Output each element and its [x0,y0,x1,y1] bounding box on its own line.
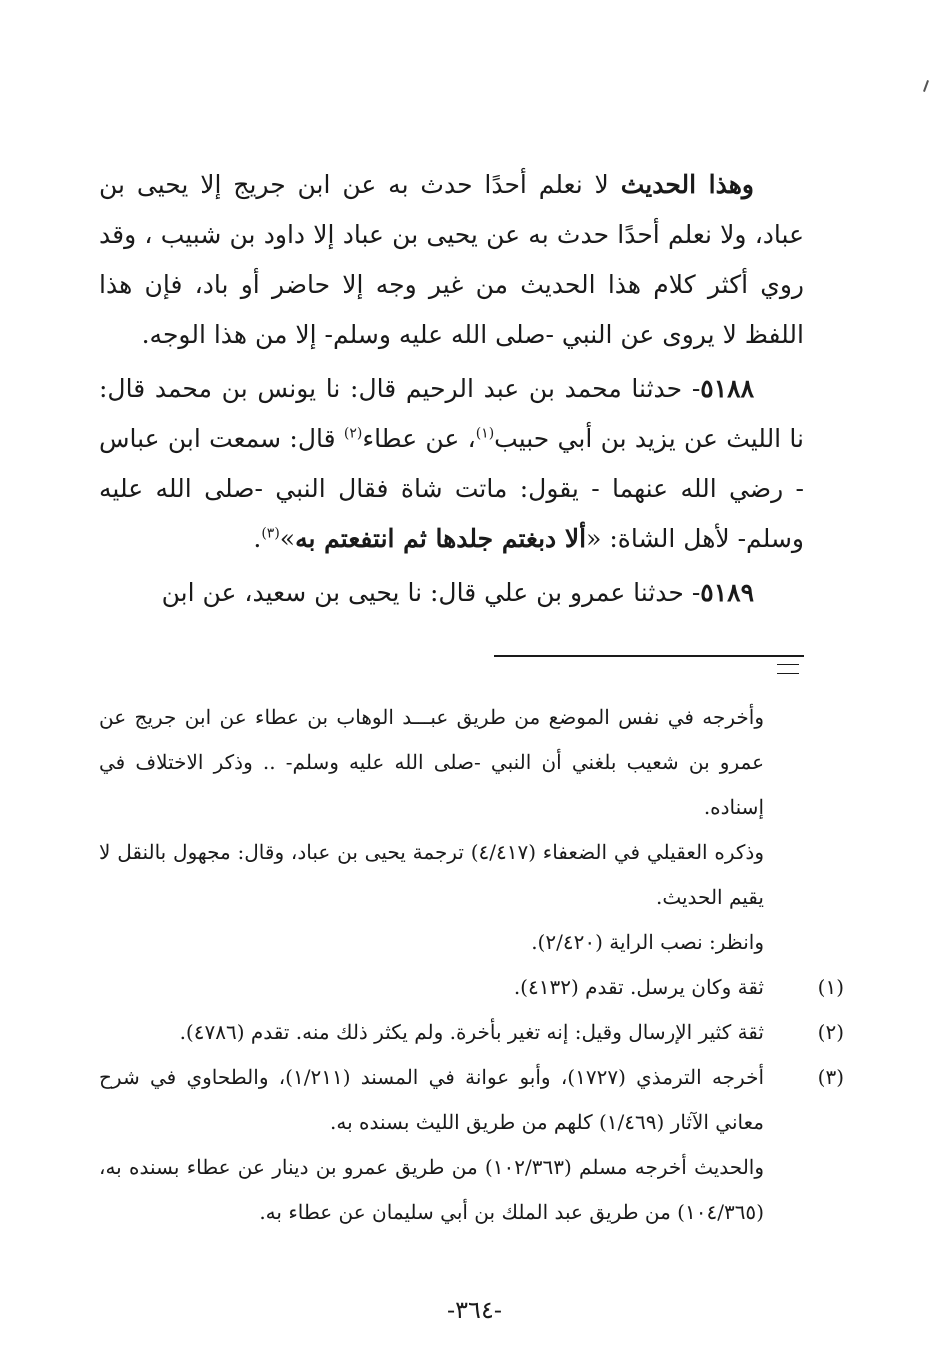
footnote-ref-2[interactable]: (٢) [343,425,363,442]
continuation-mark [777,664,799,674]
footnote-2 [99,1010,844,1055]
page-number: -٣٦٤- [447,1296,502,1324]
footnote-text: ثقة كثير الإرسال وقيل: إنه تغير بأخرة. ولم يكثر ذلك منه. تقدم (٤٧٨٦). [179,1020,764,1044]
hadith-text-part: قال: سمعت ابن عباس - رضي الله عنهما - يقول: ماتت شاة فقال النبي -صلى الله عليه وسلم- لأهل الشاة: « [99,424,804,553]
hadith-text-part: - حدثنا عمرو بن علي قال: نا يحيى بن سعيد، عن ابن [161,578,701,607]
footnote-text: ثقة وكان يرسل. تقدم (٤١٣٢). [513,975,764,999]
lead-phrase: وهذا الحديث [620,170,754,199]
footnote-continuation: وذكره العقيلي في الضعفاء (٤/٤١٧) ترجمة يحيى بن عباد، وقال: مجهول بالنقل لا يقيم الحديث. [99,840,764,909]
footnote-continuation: وانظر: نصب الراية (٢/٤٢٠). [531,930,764,954]
footnote-label: (٢) [817,1020,844,1044]
footnote-3 [99,1055,845,1145]
footnote-ref-3[interactable]: (٣) [261,525,280,542]
footnote-ref-1[interactable]: (١) [475,425,495,442]
footnote-3-continuation: والحديث أخرجه مسلم (١٠٢/٣٦٣) من طريق عمرو بن دينار عن عطاء بسنده به، (١٠٤/٣٦٥) من طريق عبد الملك بن أبي سليمان عن عطاء به. [99,1155,765,1224]
footnote-continuation: وأخرجه في نفس الموضع من طريق عبـــد الوهاب بن عطاء عن ابن جريج عن عمرو بن شعيب بلغني أن النبي -صلى الله عليه وسلم- .. وذكر الاختلاف في إسناده. [99,705,764,819]
footnote-1 [99,965,844,1010]
footnotes [99,695,845,1235]
hadith-text-part: . [253,524,262,553]
main-text [99,160,804,622]
hadith-text-part: » [279,524,296,553]
footnote-text: أخرجه الترمذي (١٧٢٧)، وأبو عوانة في المسند (١/٢١١)، والطحاوي في شرح معاني الآثار (١/٤٦٩) كلهم من طريق الليث بسنده به. [99,1065,765,1134]
hadith-5189 [99,568,804,618]
footnote-label: (١) [817,975,844,999]
hadith-5188 [99,364,804,564]
hadith-number: ٥١٨٨ [700,374,754,403]
hadith-number: ٥١٨٩ [700,578,754,607]
footnote-separator [494,655,804,657]
hadith-text-part: - حدثنا محمد بن عبد الرحيم قال: نا يونس بن محمد قال: نا الليث عن يزيد بن أبي حبيب [99,374,804,453]
hadith-matn: ألا دبغتم جلدها ثم انتفعتم به [295,524,587,553]
scan-mark [923,80,929,92]
hadith-text-part: ، عن عطاء [362,424,476,453]
paragraph-commentary [99,160,804,360]
footnote-label: (٣) [817,1065,845,1089]
commentary-text: لا نعلم أحدًا حدث به عن ابن جريج إلا يحيى بن عباد، ولا نعلم أحدًا حدث به عن يحيى بن عباد إلا داود بن شبيب ، وقد روي أكثر كلام هذا الحديث من غير وجه إلا حاضر أو باد، فإن هذا اللفظ لا يروى عن النبي -صلى الله عليه وسلم- إلا من هذا الوجه. [99,170,804,349]
